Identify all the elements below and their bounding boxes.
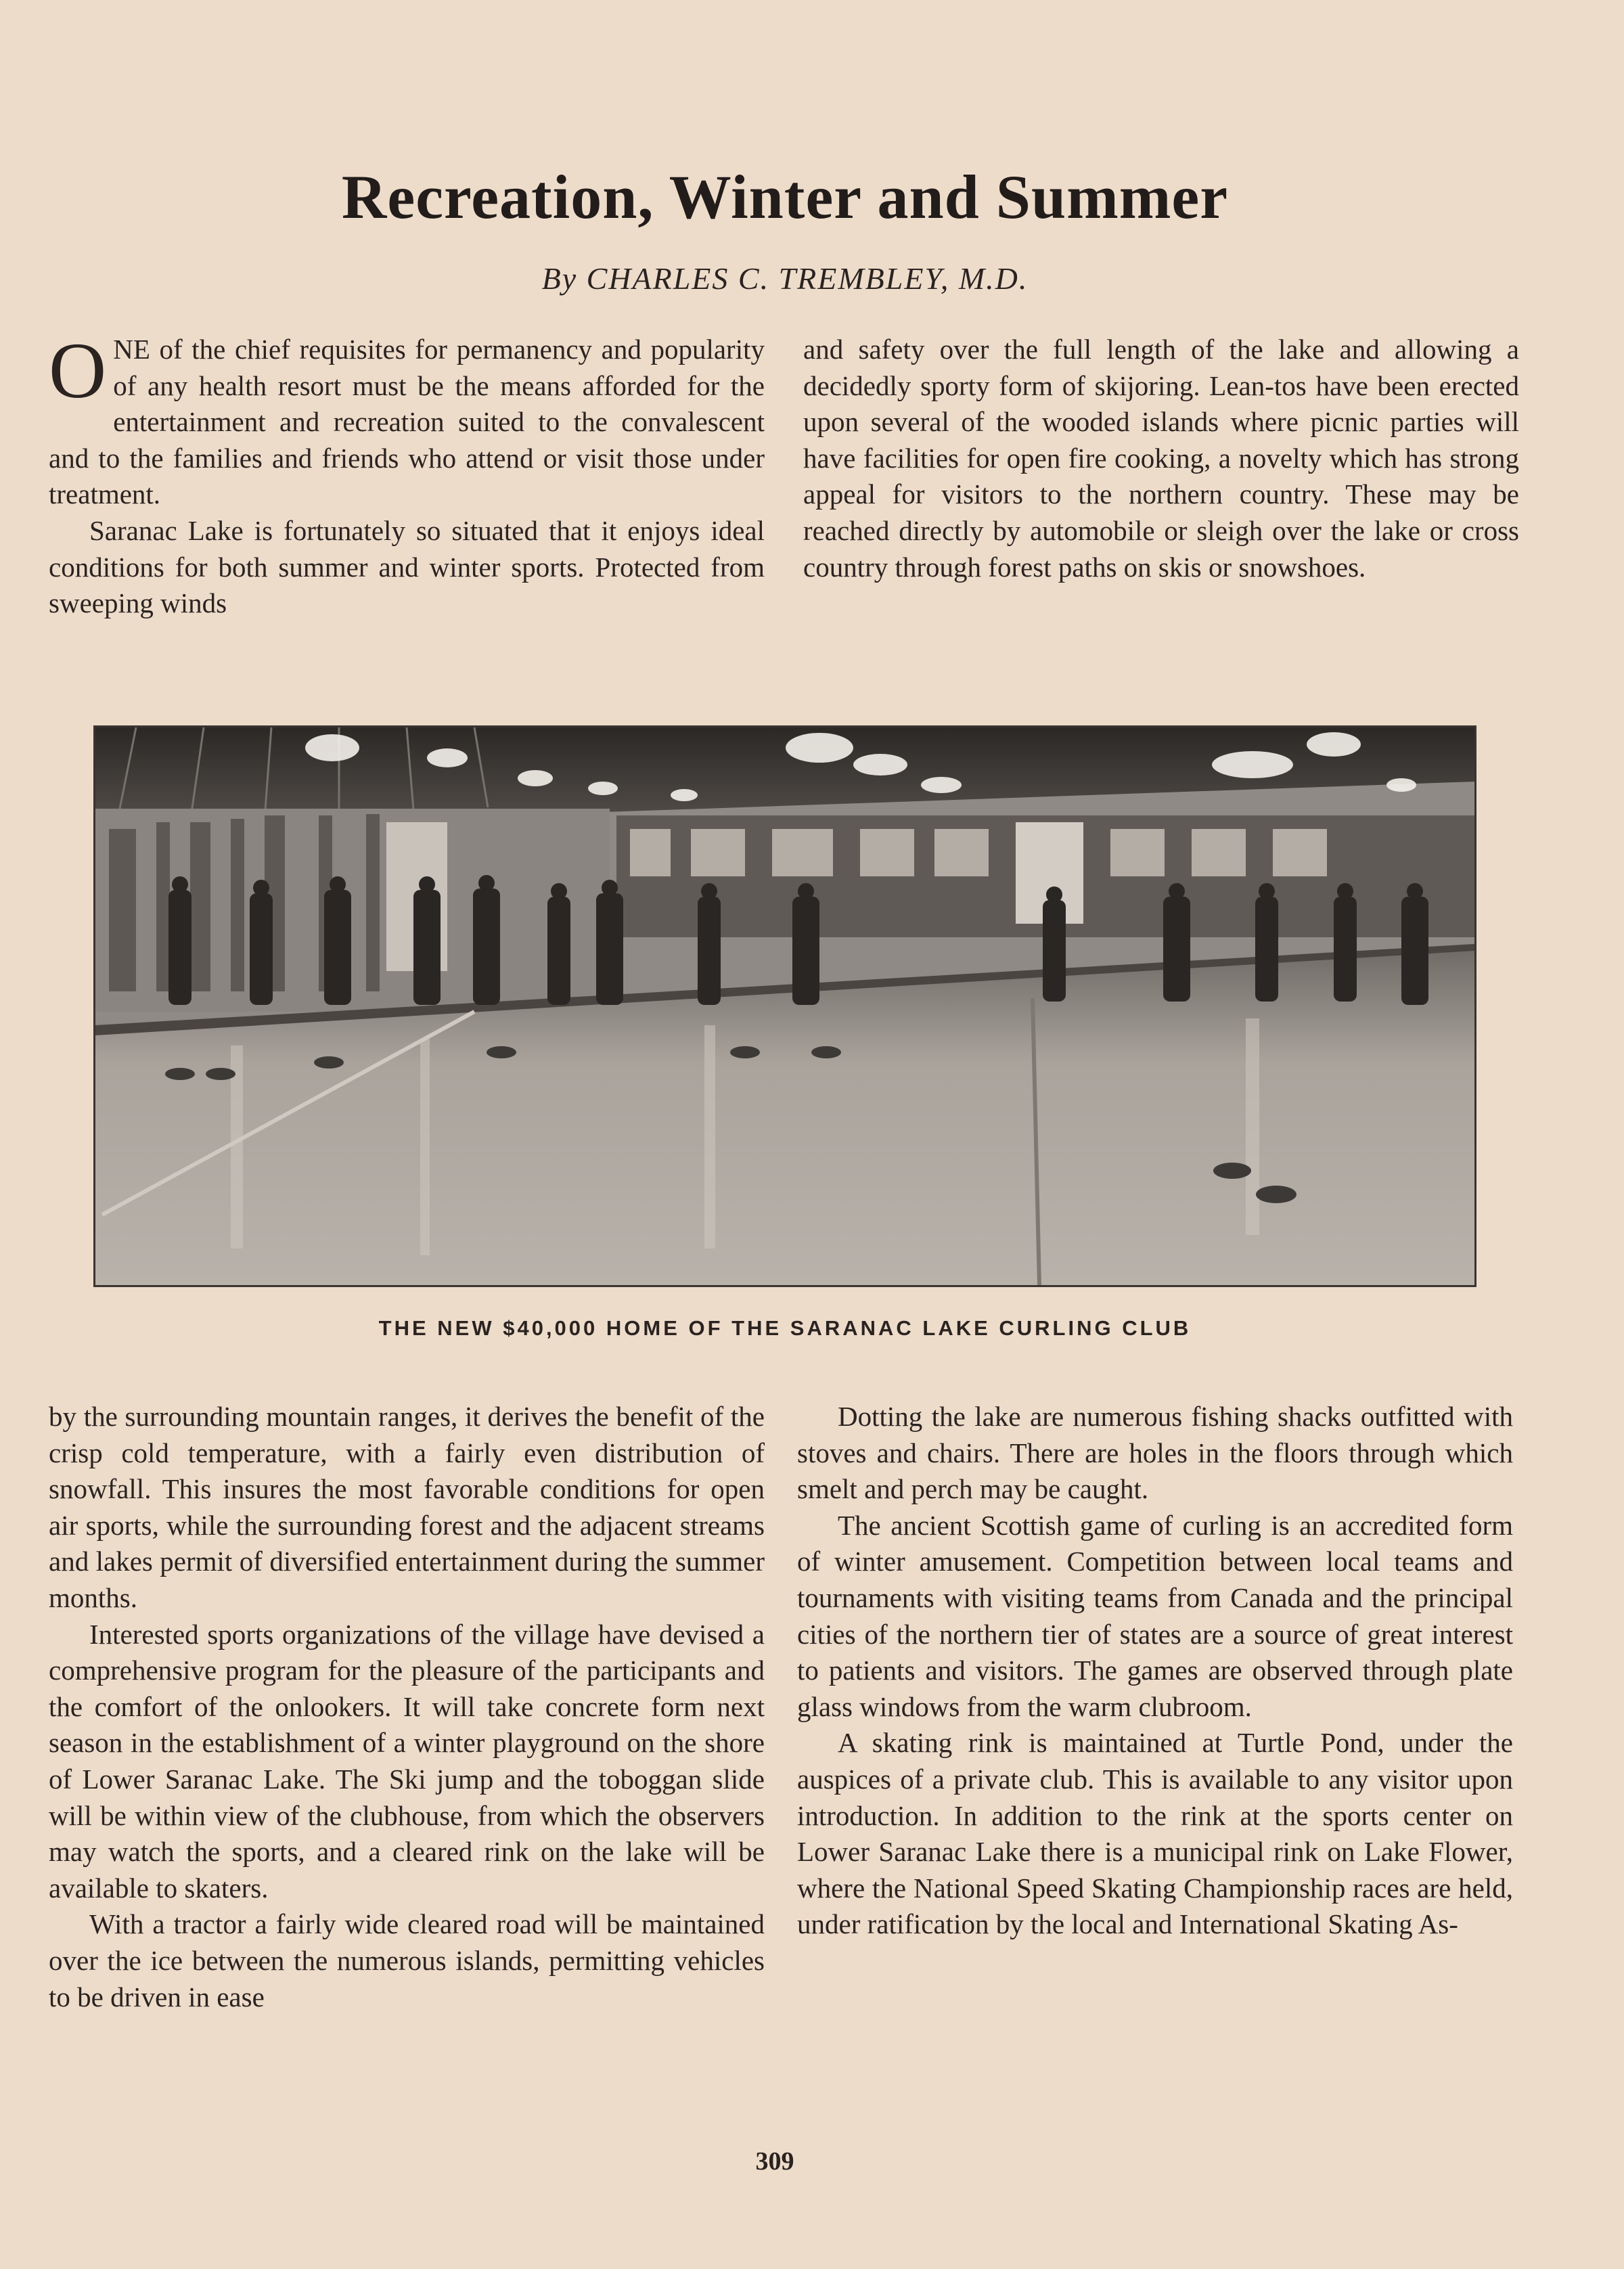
photo-caption: THE NEW $40,000 HOME OF THE SARANAC LAKE CURLING CLUB — [378, 1316, 1192, 1340]
paragraph-7: Dotting the lake are numerous fishing shacks outfitted with stoves and chairs. There are holes in the floors through which smelt and perch may be caught. — [797, 1401, 1513, 1505]
paragraph-1-text: NE of the chief requisites for permanency and popularity of any health resort must be the means afforded for the entertainment and recreation suited to the convalescent and to the families and friends who attend or visit those under treatment. — [49, 334, 765, 510]
paragraph-9: A skating rink is maintained at Turtle Pond, under the auspices of a private club. This is available to any visitor upon introduction. In addition to the rink at the sports center on Lower Saranac Lake there is a municipal rink on Lake Flower, where the National Speed Skating Championship races are held, under ratification by the local and International Skating As- — [797, 1727, 1513, 1940]
paragraph-5: Interested sports organizations of the village have devised a comprehensive program for the pleasure of the participants and the comfort of the onlookers. It will take concrete form next season in the establishment of a winter playground on the shore of Lower Saranac Lake. The Ski jump and the toboggan slide will be within view of the clubhouse, from which the observers may watch the sports, and a cleared rink on the lake will be available to skaters. — [49, 1618, 765, 1904]
article-byline: By CHARLES C. TREMBLEY, M.D. — [541, 261, 1029, 296]
paragraph-8: The ancient Scottish game of curling is an accredited form of winter amusement. Competition between local teams and tournaments with visiting teams from Canada and the principal cities of the northern tier of states are a source of great interest to patients and visitors. The games are observed through plate glass windows from the warm clubroom. — [797, 1509, 1513, 1722]
curling-club-photo — [93, 725, 1476, 1287]
paragraph-3: and safety over the full length of the lake and allowing a decidedly sporty form of skijoring. Lean-tos have been erected upon several of the wooded islands where picnic parties will have facilities for open fire cooking, a novelty which has strong appeal for visitors to the northern country. These may be reached directly by automobile or sleigh over the lake or cross country through forest paths on skis or snowshoes. — [803, 334, 1519, 583]
column-bottom-right — [797, 1399, 1513, 1943]
paragraph-6: With a tractor a fairly wide cleared road will be maintained over the ice between the numerous islands, permitting vehicles to be driven in ease — [49, 1908, 765, 2013]
paragraph-2: Saranac Lake is fortunately so situated that it enjoys ideal conditions for both summer and winter sports. Protected from sweeping winds — [49, 514, 765, 619]
column-bottom-left — [49, 1399, 765, 2015]
column-top-right — [803, 332, 1519, 585]
drop-cap: O — [49, 326, 107, 415]
article-title: Recreation, Winter and Summer — [341, 162, 1229, 231]
paragraph-4: by the surrounding mountain ranges, it derives the benefit of the crisp cold temperature, with a fairly even distribution of snowfall. This insures the most favorable conditions for open air sports, while the surrounding forest and the adjacent streams and lakes permit of diversified entertainment during the summer months. — [49, 1401, 765, 1613]
paragraph-1 — [49, 326, 765, 513]
page-number: 309 — [755, 2147, 794, 2176]
column-top-left — [49, 326, 765, 622]
